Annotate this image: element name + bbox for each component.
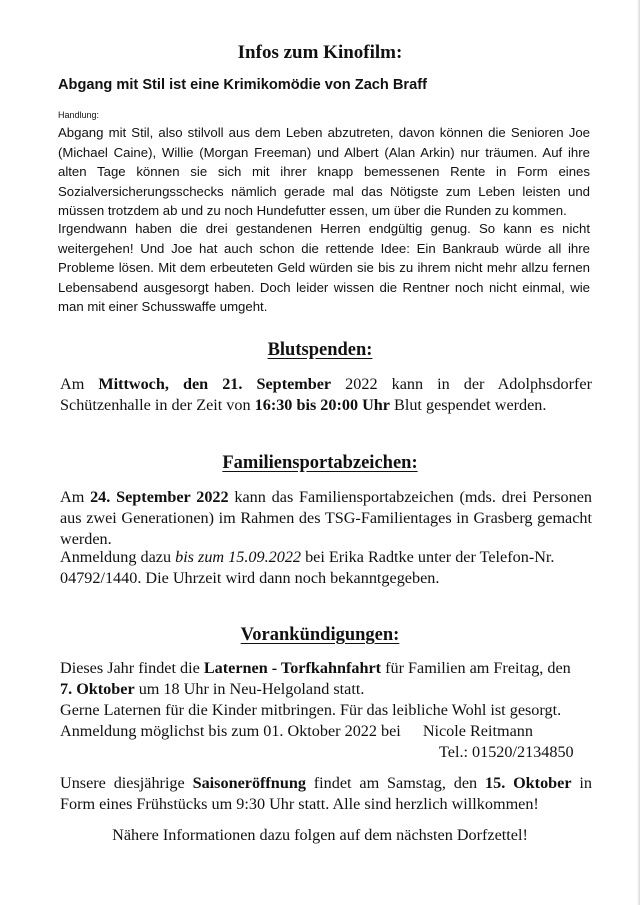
kino-paragraph-1: Abgang mit Stil, also stilvoll aus dem Leben abzutreten, davon können die Senioren Joe (Michael Caine), Willie (Morgan Freeman) und Albert (Alan Arkin) nur träumen. Auf ihre alten Tage können sie sich mit ihrer knapp bemessenen Rente in Form eines Sozialversicherungsschecks nämlich gerade mal das Nötigste zum Leben leisten und müssen trotzdem ab und zu noch Hundefutter essen, um über die Runden zu kommen. — [58, 125, 590, 218]
vorank-event-name: Laternen - Torfkahnfahrt — [203, 659, 382, 677]
kino-label: Handlung: — [58, 110, 100, 120]
vorank-text: findet am Samstag, den — [305, 774, 485, 792]
blut-time: 16:30 bis 20:00 Uhr — [254, 396, 390, 414]
kino-paragraph-2: Irgendwann haben die drei gestandenen Herren endgültig genug. So kann es nicht weitergehen! Und Joe hat auch schon die rettende Idee: Ein Bankraub würde all ihre Probleme lösen. Mit dem erbeuteten Geld würden sie bis zu ihrem nicht mehr allzu fernen Lebensabend ausgesorgt haben. Doch leider wissen die Rentner noch nicht einmal, wie man mit einer Schusswaffe umgeht. — [58, 221, 590, 314]
vorank-block-2 — [60, 773, 592, 815]
familie-paragraph-2 — [60, 547, 592, 589]
familie-text-1: Am — [60, 488, 91, 506]
vorank-season-opening: Saisoneröffnung — [192, 774, 306, 792]
blut-heading: Blutspenden: — [267, 340, 373, 360]
vorank-contact-name: Nicole Reitmann — [422, 722, 533, 740]
vorank-line-3: Gerne Laternen für die Kinder mitbringen. Für das leibliche Wohl ist gesorgt. — [60, 701, 562, 719]
blut-paragraph — [60, 374, 592, 416]
blut-text-1: Am — [60, 375, 99, 393]
vorank-text: um 18 Uhr in Neu-Helgoland statt. — [134, 680, 365, 698]
familie-deadline: bis zum 15.09.2022 — [175, 548, 302, 566]
vorank-line-5: Tel.: 01520/2134850 — [439, 743, 574, 761]
familie-text-2: kann das Familiensportabzeichen (mds. drei Personen aus zwei Generationen) im Rahmen des TSG-Familientages in Grasberg gemacht werden. — [60, 488, 592, 548]
vorank-text: Unsere diesjährige — [60, 774, 193, 792]
vorank-text: in Form eines Frühstücks um 9:30 Uhr statt. Alle sind herzlich willkommen! — [60, 774, 592, 813]
vorank-heading: Vorankündigungen: — [240, 625, 400, 645]
blut-text-2: 2022 kann in der Adolphsdorfer Schützenhalle in der Zeit von — [60, 375, 592, 414]
vorank-text: Dieses Jahr findet die — [60, 659, 204, 677]
blut-text-3: Blut gespendet werden. — [390, 396, 547, 414]
vorank-block-1 — [60, 658, 592, 763]
vorank-line-4 — [60, 721, 592, 742]
vorank-season-date: 15. Oktober — [485, 774, 572, 792]
vorank-text: für Familien am Freitag, den — [381, 659, 571, 677]
kino-heading: Infos zum Kinofilm: — [237, 42, 403, 63]
kino-subheading: Abgang mit Stil ist eine Krimikomödie von Zach Braff — [58, 77, 427, 93]
familie-paragraph-1 — [60, 487, 592, 550]
vorank-closing: Nähere Informationen dazu folgen auf dem nächsten Dorfzettel! — [112, 826, 528, 844]
vorank-event-date: 7. Oktober — [60, 680, 135, 698]
familie-text-3: Anmeldung dazu — [60, 548, 176, 566]
familie-date: 24. September 2022 — [90, 488, 229, 506]
familie-text-4: bei Erika Radtke unter der Telefon-Nr. 04792/1440. Die Uhrzeit wird dann noch bekanntgegeben. — [60, 548, 555, 587]
familie-heading: Familiensportabzeichen: — [222, 453, 418, 473]
vorank-text: Anmeldung möglichst bis zum 01. Oktober 2022 bei — [60, 722, 401, 740]
vorank-line-2 — [60, 679, 592, 700]
vorank-line-1 — [60, 658, 592, 679]
blut-date: Mittwoch, den 21. September — [98, 375, 332, 393]
